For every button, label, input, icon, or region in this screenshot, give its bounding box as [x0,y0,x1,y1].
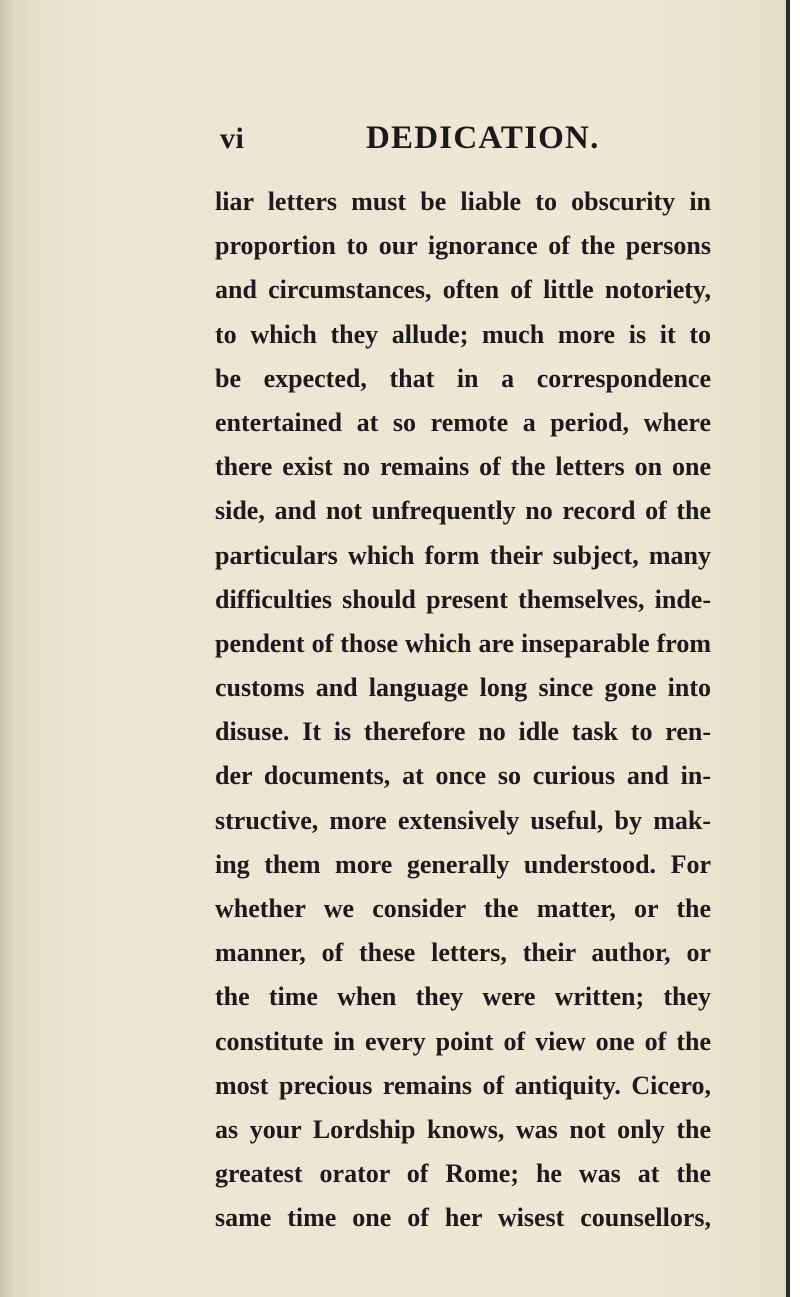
text-line: most precious remains of antiquity. Cicero, [215,1070,711,1100]
text-line: there exist no remains of the letters on one [215,452,711,482]
text-line: be expected, that in a correspondence [215,363,711,393]
text-line: greatest orator of Rome; he was at the [215,1159,711,1189]
page-header [0,118,800,162]
text-line: structive, more extensively useful, by mak- [215,805,711,835]
text-line: whether we consider the matter, or the [215,894,711,923]
text-line: the time when they were written; they [215,982,711,1012]
text-line: proportion to our ignorance of the persons [215,231,711,261]
text-line: as your Lordship knows, was not only the [215,1114,711,1144]
text-line: ing them more generally understood. For [215,849,711,879]
page-binding-shadow [0,0,18,1297]
text-line: side, and not unfrequently no record of the [215,496,711,526]
text-line: entertained at so remote a period, where [215,407,711,437]
text-line: pendent of those which are inseparable from [215,628,711,658]
page-number: vi [220,122,245,155]
text-line: constitute in every point of view one of the [215,1026,711,1056]
background-margin [790,0,800,1297]
running-title: DEDICATION. [366,120,600,156]
body-text [215,180,711,1241]
text-line: disuse. It is therefore no idle task to ren- [215,717,711,747]
text-line: difficulties should present themselves, inde- [215,584,711,614]
text-line: der documents, at once so curious and in- [215,761,711,791]
text-line: to which they allude; much more is it to [215,319,711,349]
text-line: manner, of these letters, their author, or [215,938,711,968]
text-line: same time one of her wisest counsellors, [215,1203,711,1233]
text-line: and circumstances, often of little notoriety, [215,275,711,305]
text-line: customs and language long since gone into [215,673,711,703]
text-line: particulars which form their subject, many [215,540,711,570]
text-line: liar letters must be liable to obscurity in [215,187,711,216]
